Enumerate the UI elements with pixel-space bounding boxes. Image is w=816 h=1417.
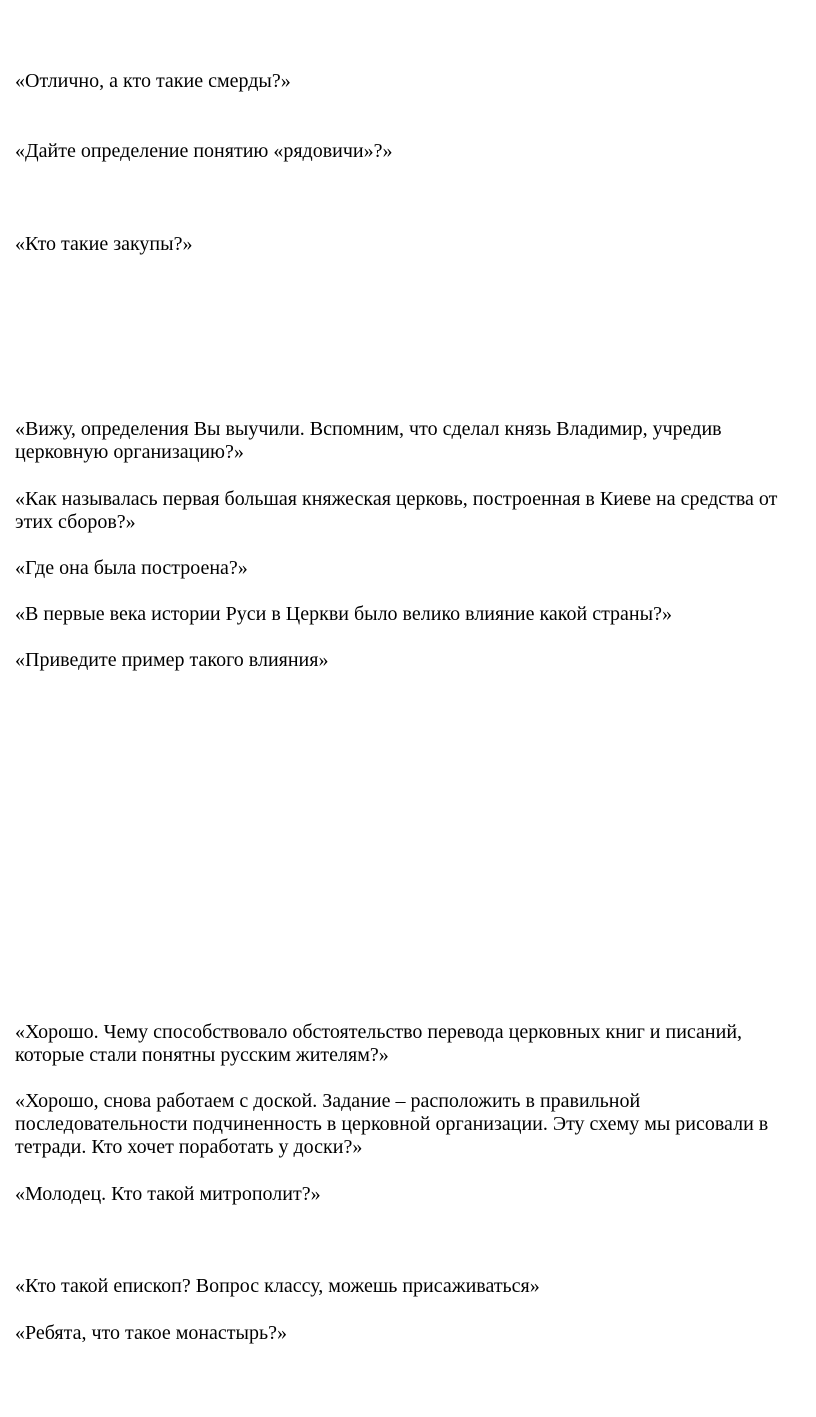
paragraph-book-translation: «Хорошо. Чему способствовало обстоятельство перевода церковных книг и писаний, которые стали понятны русским жителям?» <box>15 1021 743 1066</box>
paragraph-monastery: «Ребята, что такое монастырь?» <box>15 1322 287 1344</box>
paragraph-where-built: «Где она была построена?» <box>15 557 248 579</box>
paragraph-zakupy: «Кто такие закупы?» <box>15 233 193 255</box>
paragraph-board-task: «Хорошо, снова работаем с доской. Задание – расположить в правильной последовательности подчиненность в церковной организации. Эту схему мы рисовали в тетради. Кто хочет поработать у доски?» <box>15 1090 769 1158</box>
paragraph-smerdy: «Отлично, а кто такие смерды?» <box>15 70 291 92</box>
paragraph-country-influence: «В первые века истории Руси в Церкви было велико влияние какой страны?» <box>15 603 672 625</box>
paragraph-influence-example: «Приведите пример такого влияния» <box>15 649 329 671</box>
paragraph-ryadovichi: «Дайте определение понятию «рядовичи»?» <box>15 140 393 162</box>
paragraph-bishop: «Кто такой епископ? Вопрос классу, можешь присаживаться» <box>15 1275 540 1297</box>
paragraph-metropolitan: «Молодец. Кто такой митрополит?» <box>15 1183 321 1205</box>
paragraph-church-name: «Как называлась первая большая княжеская церковь, построенная в Киеве на средства от этих сборов?» <box>15 488 778 533</box>
paragraph-vladimir: «Вижу, определения Вы выучили. Вспомним, что сделал князь Владимир, учредив церковную организацию?» <box>15 418 722 463</box>
